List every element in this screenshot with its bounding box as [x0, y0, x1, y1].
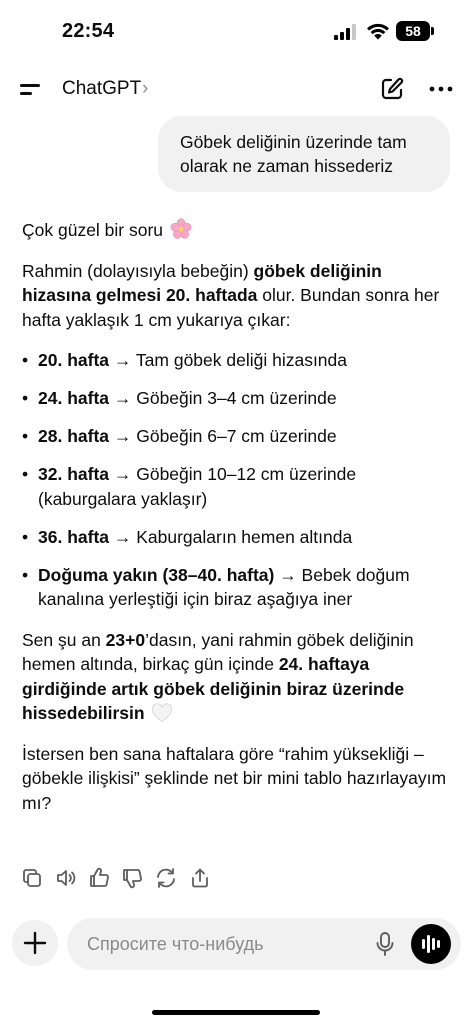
speaker-icon[interactable]	[54, 866, 78, 890]
week-list	[22, 348, 452, 612]
microphone-icon[interactable]	[373, 931, 397, 957]
cherry-blossom-icon	[170, 218, 192, 240]
wifi-icon	[366, 22, 390, 40]
attach-button[interactable]	[12, 920, 58, 966]
battery-cap	[431, 27, 434, 35]
message-composer	[67, 918, 461, 970]
status-bar	[0, 0, 472, 64]
assistant-paragraph-3: İstersen ben sana haftalara göre “rahim yüksekliği – göbekle ilişkisi” şeklinde net bir mini tablo hazırlayayım mı?	[22, 743, 447, 813]
regenerate-icon[interactable]	[154, 866, 178, 890]
list-item: • 20. hafta → Tam göbek deliği hizasında	[22, 350, 348, 370]
assistant-paragraph-2: Sen şu an 23+0’dasın, yani rahmin göbek deliğinin hemen altında, birkaç gün içinde 24. haftaya girdiğinde artık göbek deliğinin biraz üzerinde hissedebilirsin	[22, 629, 414, 723]
model-title[interactable]: ChatGPT	[62, 78, 142, 99]
message-input[interactable]	[87, 918, 367, 970]
voice-mode-button[interactable]	[411, 924, 451, 964]
more-options-icon[interactable]	[428, 78, 454, 100]
new-chat-icon[interactable]	[379, 76, 405, 102]
list-item: • 28. hafta → Göbeğin 6–7 cm üzerinde	[22, 426, 337, 446]
top-bar	[0, 66, 472, 112]
home-indicator	[152, 1010, 320, 1015]
sidebar-menu-icon[interactable]	[18, 78, 42, 100]
list-item: • 36. hafta → Kaburgaların hemen altında	[22, 526, 353, 547]
user-message-bubble: Göbek deliğinin üzerinde tam olarak ne zaman hissederiz	[158, 116, 450, 192]
share-icon[interactable]	[188, 866, 212, 890]
list-item: • 24. hafta → Göbeğin 3–4 cm üzerinde	[22, 388, 337, 408]
assistant-intro: Çok güzel bir soru	[22, 218, 452, 243]
white-heart-icon	[151, 703, 173, 723]
status-time: 22:54	[62, 20, 115, 42]
thumbs-down-icon[interactable]	[120, 866, 144, 890]
list-item: • 32. hafta → Göbeğin 10–12 cm üzerinde (kaburgalara yaklaşır)	[22, 464, 357, 509]
assistant-message	[22, 218, 452, 831]
battery-indicator: 58	[396, 21, 430, 41]
chevron-right-icon[interactable]: ›	[142, 78, 149, 99]
plus-icon	[12, 920, 58, 966]
assistant-paragraph-1: Rahmin (dolayısıyla bebeğin) göbek deliğinin hizasına gelmesi 20. haftada olur. Bundan sonra her hafta yaklaşık 1 cm yukarıya çıkar:	[22, 260, 440, 330]
list-item: • Doğuma yakın (38–40. hafta) → Bebek doğum kanalına yerleştiği için biraz aşağıya iner	[22, 564, 410, 609]
signal-icon	[334, 24, 360, 40]
thumbs-up-icon[interactable]	[87, 866, 111, 890]
copy-icon[interactable]	[20, 866, 44, 890]
